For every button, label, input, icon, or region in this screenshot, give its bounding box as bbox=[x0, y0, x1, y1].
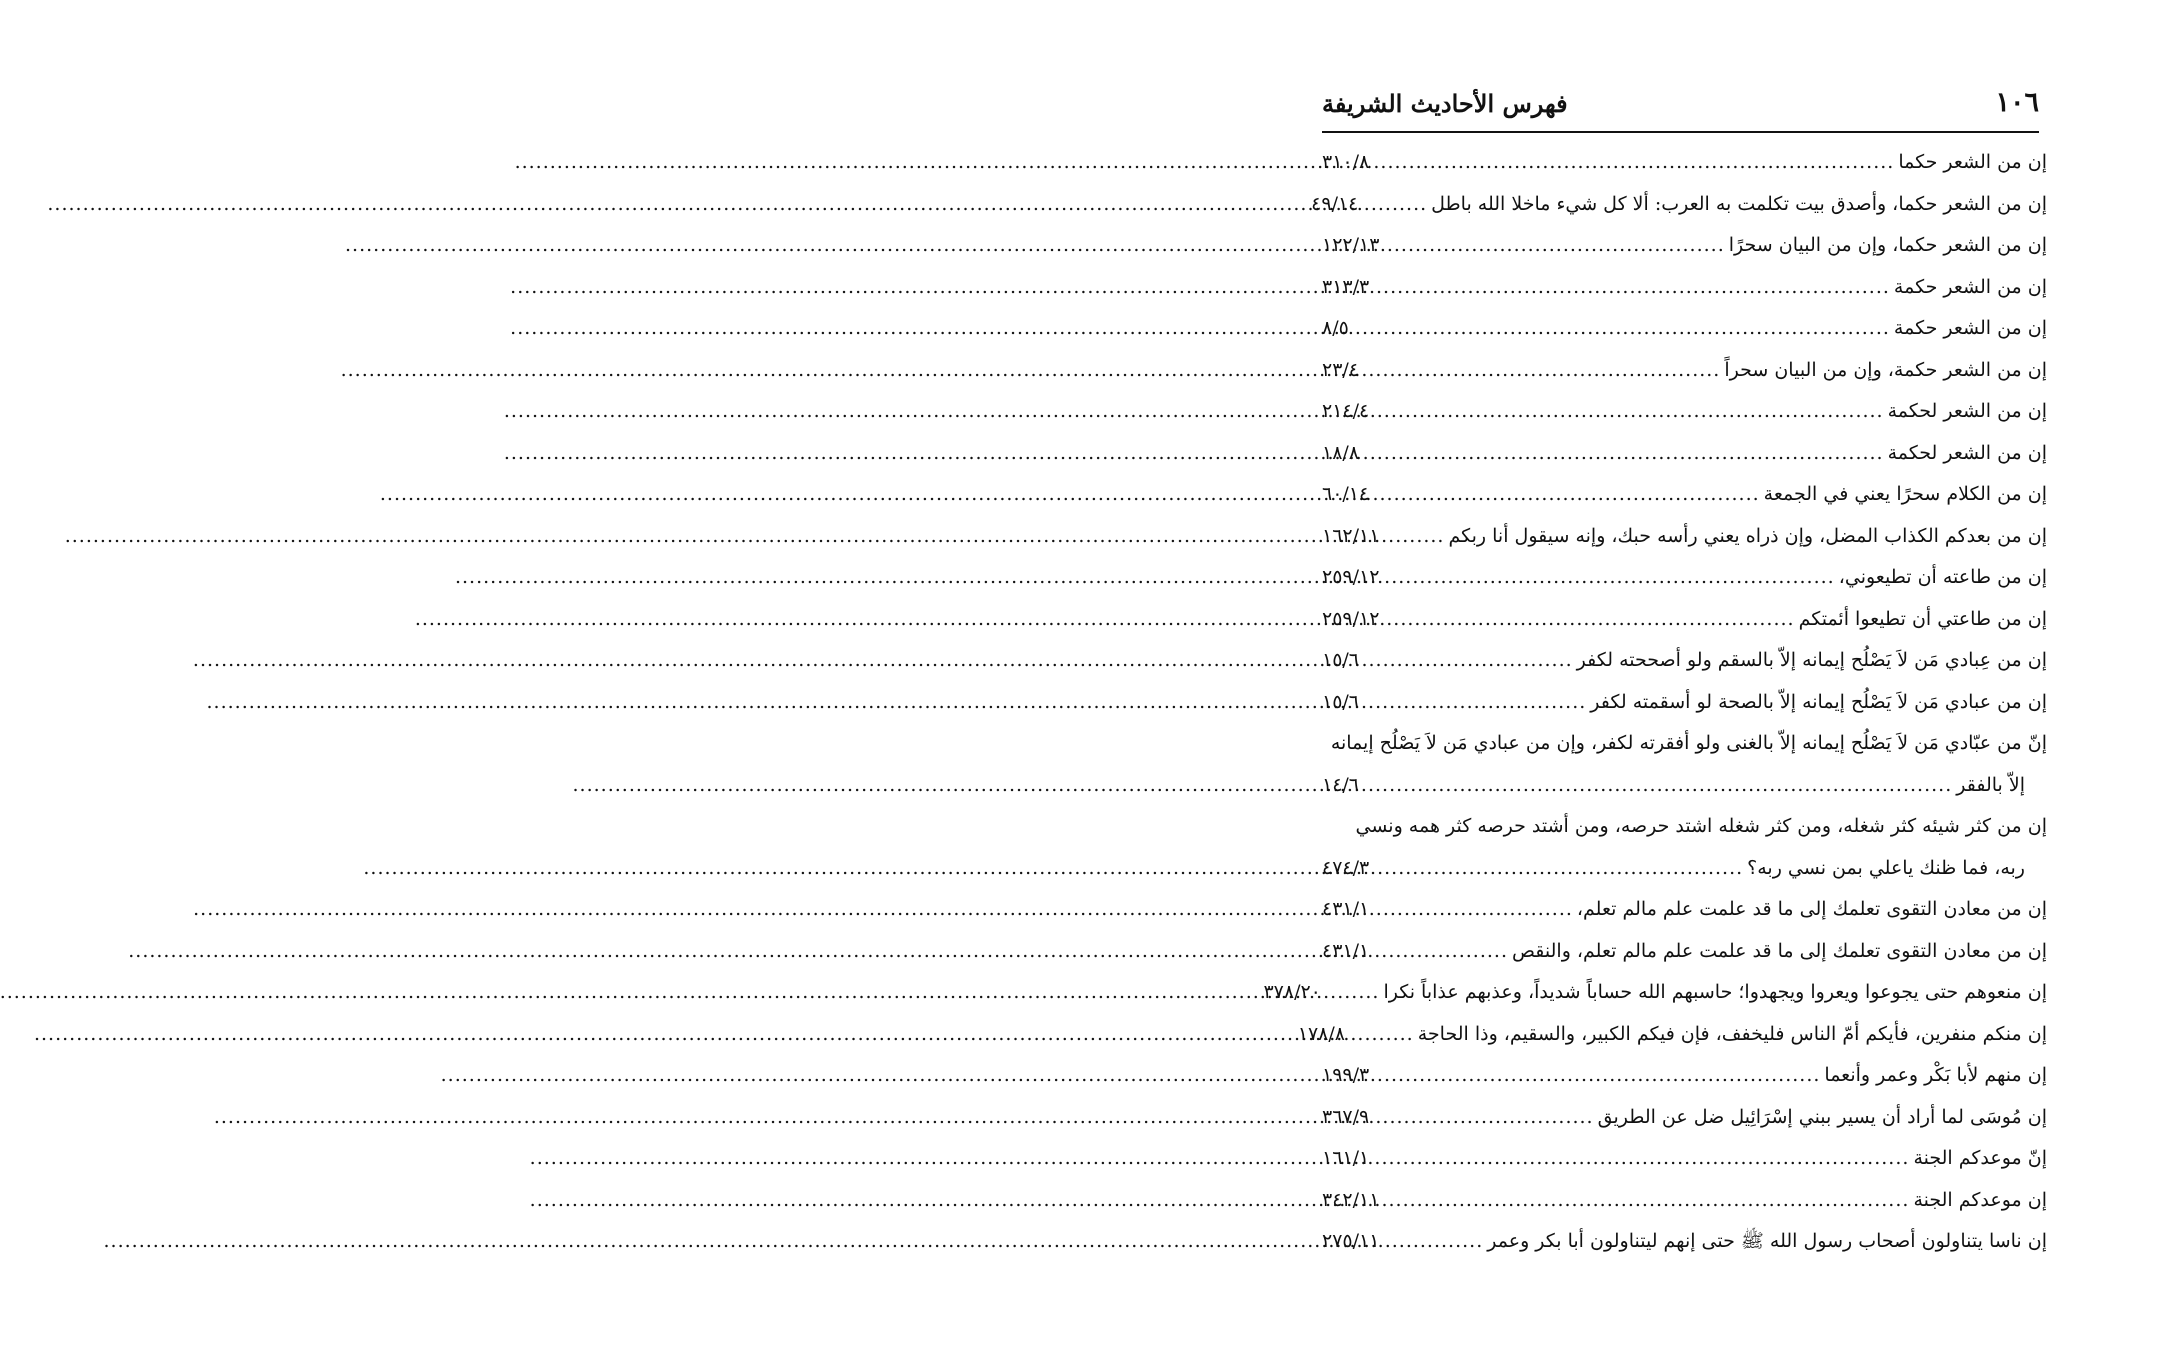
entry-text: إن من الشعر لحكمة bbox=[1887, 441, 2047, 464]
leader-dots bbox=[1418, 848, 1743, 890]
entry-text: إن ناسا يتناولون أصحاب رسول الله ﷺ حتى إنهم ليتناولون أبا بكر وعمر bbox=[1487, 1230, 2047, 1252]
hadith-index-list bbox=[1263, 142, 2047, 1263]
entry-reference: ٢٣/٤ bbox=[1322, 358, 1360, 381]
index-entry bbox=[1322, 474, 2047, 516]
entry-text: إن من الشعر حكما، وأصدق بيت تكلمت به العرب: ألا كل شيء ماخلا الله باطل bbox=[1431, 192, 2047, 215]
leader-dots bbox=[1418, 1180, 1909, 1222]
entry-text: إن مُوسَى لما أراد أن يسير ببني إسْرَائِيل ضل عن الطريق bbox=[1597, 1105, 2047, 1128]
index-entry bbox=[1311, 184, 2047, 226]
leader-dots bbox=[1418, 225, 1725, 267]
entry-text: إن موعدكم الجنة bbox=[1913, 1188, 2047, 1211]
entry-reference: ٢٥٩/١٢ bbox=[1322, 607, 1380, 630]
index-entry bbox=[1322, 308, 2047, 350]
index-entry bbox=[1322, 225, 2047, 267]
index-entry bbox=[1322, 433, 2047, 475]
leader-dots bbox=[1418, 267, 1890, 309]
entry-text: إن من طاعتي أن تطيعوا أئمتكم bbox=[1798, 607, 2047, 630]
entry-text: إن منكم منفرين، فأيكم أمّ الناس فليخفف، فإن فيكم الكبير، والسقيم، وذا الحاجة bbox=[1417, 1022, 2047, 1045]
entry-reference: ٨/٥ bbox=[1322, 317, 1349, 339]
entry-text-line1: إنّ من عبّادي مَن لاَ يَصْلُح إيمانه إلاّ بالغنى ولو أفقرته لكفر، وإن من عبادي مَن لاَ يَصْلُح إيمانه bbox=[1330, 732, 2047, 754]
leader-dots bbox=[1418, 1138, 1909, 1180]
leader-dots bbox=[1418, 474, 1760, 516]
entry-text: إن من الشعر لحكمة bbox=[1887, 400, 2047, 422]
entry-reference: ١٥/٦ bbox=[1322, 690, 1360, 713]
index-entry bbox=[1322, 1097, 2047, 1139]
entry-reference: ٢٧٥/١١ bbox=[1322, 1230, 1380, 1252]
leader-dots bbox=[1418, 1055, 1820, 1097]
leader-dots bbox=[1418, 599, 1795, 641]
entry-text: إن من الشعر حكمة bbox=[1893, 275, 2047, 298]
entry-text: إن من بعدكم الكذاب المضل، وإن ذراه يعني رأسه حبك، وإنه سيقول أنا ربكم bbox=[1448, 524, 2047, 547]
entry-reference: ١٩٩/٣ bbox=[1322, 1064, 1370, 1086]
index-entry bbox=[1322, 516, 2047, 558]
index-entry bbox=[1322, 806, 2047, 889]
leader-dots bbox=[1418, 765, 1952, 807]
entry-text: إن من الشعر حكمة، وإن من البيان سحراً bbox=[1724, 358, 2047, 381]
entry-reference: ٣٦٧/٩ bbox=[1322, 1105, 1370, 1128]
index-entry bbox=[1322, 142, 2047, 184]
entry-text-line1: إن من كثر شيئه كثر شغله، ومن كثر شغله اشتد حرصه، ومن أشتد حرصه كثر همه ونسي bbox=[1355, 815, 2047, 837]
entry-text: إن من عبادي مَن لاَ يَصْلُح إيمانه إلاّ بالصحة لو أسقمته لكفر bbox=[1590, 690, 2047, 713]
entry-reference: ١٧٨/٨ bbox=[1297, 1022, 1345, 1045]
leader-dots bbox=[1418, 1221, 1483, 1263]
index-entry bbox=[1322, 1138, 2047, 1180]
entry-text: إن من الكلام سحرًا يعني في الجمعة bbox=[1763, 483, 2047, 505]
leader-dots bbox=[1418, 391, 1884, 433]
entry-text: إن من الشعر حكما، وإن من البيان سحرًا bbox=[1728, 234, 2047, 256]
entry-text: إن من طاعته أن تطيعوني، bbox=[1838, 566, 2047, 588]
leader-dots bbox=[1418, 682, 1586, 724]
leader-dots bbox=[1418, 142, 1894, 184]
entry-text: إن من الشعر حكما bbox=[1898, 151, 2047, 173]
entry-text: إلاّ بالفقر bbox=[1956, 773, 2025, 796]
entry-text: إن منهم لأبا بَكْر وعمر وأنعما bbox=[1824, 1064, 2047, 1086]
leader-dots bbox=[1418, 931, 1508, 973]
index-entry bbox=[1322, 1221, 2047, 1263]
leader-dots bbox=[1418, 516, 1444, 558]
running-title: فهرس الأحاديث الشريفة bbox=[1322, 89, 1568, 118]
entry-reference: ٣٧٨/٢٠ bbox=[1263, 981, 1321, 1003]
leader-dots bbox=[1418, 640, 1573, 682]
index-entry bbox=[1322, 557, 2047, 599]
entry-reference: ٢٥٩/١٢ bbox=[1322, 566, 1380, 588]
page-number: ١٠٦ bbox=[1995, 87, 2039, 118]
entry-reference: ١٤/٦ bbox=[1322, 773, 1360, 796]
leader-dots bbox=[1418, 350, 1720, 392]
entry-text: ربه، فما ظنك ياعلي بمن نسي ربه؟ bbox=[1747, 856, 2025, 879]
leader-dots bbox=[1418, 889, 1573, 931]
entry-reference: ٤٣١/١ bbox=[1322, 898, 1370, 920]
entry-reference: ١٦١/١ bbox=[1322, 1147, 1370, 1169]
index-entry bbox=[1297, 1014, 2047, 1056]
entry-reference: ٤٣١/١ bbox=[1322, 939, 1370, 962]
leader-dots bbox=[1418, 308, 1890, 350]
entry-reference: ٤٩/١٤ bbox=[1311, 192, 1359, 215]
entry-reference: ٢١٤/٤ bbox=[1322, 400, 1370, 422]
index-entry bbox=[1322, 599, 2047, 641]
leader-dots bbox=[1394, 1014, 1414, 1056]
index-entry bbox=[1322, 391, 2047, 433]
index-entry bbox=[1322, 1180, 2047, 1222]
index-entry bbox=[1322, 1055, 2047, 1097]
index-entry bbox=[1322, 267, 2047, 309]
entry-reference: ٣١٠/٨ bbox=[1322, 151, 1370, 173]
entry-reference: ١٥/٦ bbox=[1322, 649, 1360, 671]
index-entry bbox=[1322, 640, 2047, 682]
index-entry bbox=[1263, 972, 2047, 1014]
leader-dots bbox=[1418, 433, 1884, 475]
index-entry bbox=[1322, 931, 2047, 973]
page-header bbox=[1322, 72, 2039, 118]
entry-reference: ١٦٢/١١ bbox=[1322, 524, 1380, 547]
entry-text: إن من معادن التقوى تعلمك إلى ما قد علمت علم مالم تعلم، والنقص bbox=[1512, 939, 2047, 962]
entry-continuation bbox=[1322, 848, 2047, 890]
entry-text: إن من معادن التقوى تعلمك إلى ما قد علمت علم مالم تعلم، bbox=[1576, 898, 2047, 920]
index-entry bbox=[1322, 723, 2047, 806]
entry-text: إنّ موعدكم الجنة bbox=[1913, 1147, 2047, 1169]
leader-dots bbox=[1407, 184, 1427, 226]
header-rule bbox=[1322, 131, 2039, 133]
leader-dots bbox=[1418, 1097, 1594, 1139]
index-entry bbox=[1322, 889, 2047, 931]
index-entry bbox=[1322, 350, 2047, 392]
entry-text: إن من عِبادي مَن لاَ يَصْلُح إيمانه إلاّ بالسقم ولو أصححته لكفر bbox=[1576, 649, 2047, 671]
index-entry bbox=[1322, 682, 2047, 724]
entry-text: إن من الشعر حكمة bbox=[1893, 317, 2047, 339]
entry-reference: ١٨/٨ bbox=[1322, 441, 1360, 464]
entry-reference: ٦٠/١٤ bbox=[1322, 483, 1370, 505]
entry-reference: ١٢٢/١٣ bbox=[1322, 234, 1380, 256]
entry-reference: ٣٤٢/١١ bbox=[1322, 1188, 1380, 1211]
entry-text: إن منعوهم حتى يجوعوا ويعروا ويجهدوا؛ حاسبهم الله حساباً شديداً، وعذبهم عذاباً نكرا bbox=[1383, 981, 2047, 1003]
leader-dots bbox=[1418, 557, 1835, 599]
entry-reference: ٤٧٤/٣ bbox=[1322, 856, 1370, 879]
entry-reference: ٣١٣/٣ bbox=[1322, 275, 1370, 298]
entry-continuation bbox=[1322, 765, 2047, 807]
leader-dots bbox=[1359, 972, 1379, 1014]
